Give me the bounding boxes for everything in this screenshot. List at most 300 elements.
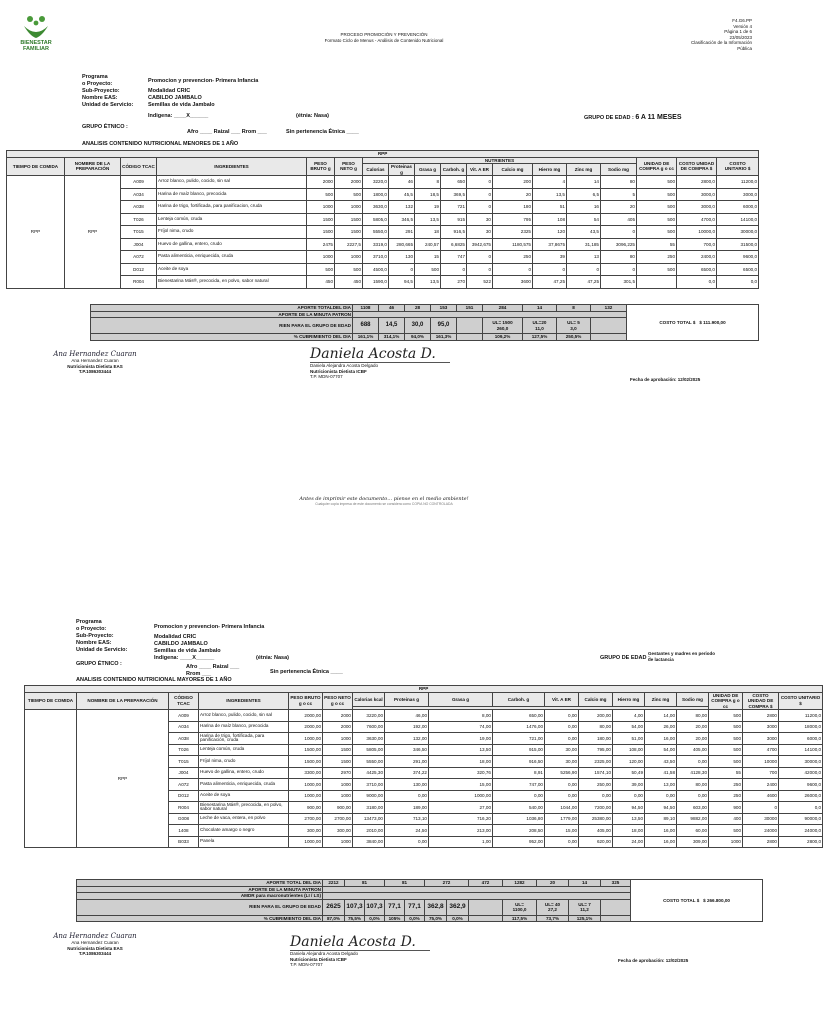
doc-code: F4.G6.PP [732, 18, 752, 23]
table-cell: Huevo de gallina, entero, crudo [157, 238, 307, 251]
ul-zinc: UL= 5 [567, 320, 580, 325]
table-cell: 3600 [493, 276, 533, 289]
table-cell: 0,00 [545, 790, 579, 802]
table-cell: 2000,00 [289, 721, 323, 733]
table-cell: 16,00 [645, 733, 677, 745]
th-grasa-2: Grasa g [429, 692, 493, 707]
cubr-hierro: 127,5% [523, 334, 557, 341]
table-cell: 0,00 [579, 790, 613, 802]
th-codigo: CÓDIGO TCAC [121, 157, 157, 176]
sin-pertenencia: Sin pertenencia Étnica ____ [286, 129, 359, 135]
table-cell: 0,00 [545, 721, 579, 733]
signature-block-eas-2 [40, 932, 150, 957]
table-cell: 4600 [743, 790, 779, 802]
table-cell: 405 [601, 213, 637, 226]
table-cell: 1574,10 [579, 767, 613, 779]
doc-date: 23/05/2023 [729, 34, 752, 40]
table-cell: 500 [415, 263, 441, 276]
label-unidad: Unidad de Servicio: [82, 102, 134, 108]
table-cell: 0 [467, 263, 493, 276]
th-calcio: Calcio mg [493, 164, 533, 176]
signature-block-icbf-1 [310, 346, 450, 380]
table-cell: 1000 [335, 251, 363, 264]
aporte2-calcio: 1282 [503, 880, 537, 887]
table-cell: 0 [441, 263, 467, 276]
table-cell: 0 [467, 176, 493, 189]
table-cell: 200,00 [579, 710, 613, 722]
ul2-hierro-value: 27,2 [548, 907, 557, 912]
cubr-zinc: 250,5% [557, 334, 591, 341]
doc-page: Página 1 de 6 [724, 29, 752, 34]
table-cell: 5805,00 [353, 744, 385, 756]
table-cell: 60,00 [677, 825, 709, 837]
table-cell: 30,00 [545, 756, 579, 768]
table-cell: 3300,00 [289, 767, 323, 779]
table-cell: 4128,30 [677, 767, 709, 779]
table-cell: 500 [709, 756, 743, 768]
table-cell: 2700,00 [289, 813, 323, 825]
table-cell: 900,00 [323, 802, 353, 814]
table-cell: 2010,00 [353, 825, 385, 837]
ul-hierro: UL=20 [532, 320, 547, 325]
table-cell: 1044,00 [545, 802, 579, 814]
table-cell: 39,00 [613, 779, 645, 791]
table-cell: 47,25 [567, 276, 601, 289]
table-cell: 4500,0 [363, 263, 389, 276]
table-cell: 31,185 [567, 238, 601, 251]
table-cell: 369,5 [441, 188, 467, 201]
table-cell: 2227,5 [335, 238, 363, 251]
table-cell: 1779,00 [545, 813, 579, 825]
table-cell: 4700 [743, 744, 779, 756]
table-cell: 24,00 [613, 836, 645, 848]
table-cell: 200 [493, 176, 533, 189]
table-cell: 80,00 [677, 710, 709, 722]
table-cell: 94,5 [389, 276, 415, 289]
th-hierro: Hierro mg [533, 164, 567, 176]
table-cell: Aceite de soya [157, 263, 307, 276]
table-cell: 46 [389, 176, 415, 189]
table-cell: 1000,00 [289, 779, 323, 791]
table-cell: 0,00 [545, 779, 579, 791]
ul2-zinc: 3,0 [570, 325, 577, 331]
table-cell: 952,00 [493, 836, 545, 848]
aporte-sodio: 132 [591, 305, 627, 312]
table-cell: 4700,0 [677, 213, 717, 226]
table-cell: 0,00 [493, 790, 545, 802]
grupo-etnico-label: GRUPO ÉTNICO : [82, 124, 128, 130]
table-row [7, 176, 759, 189]
table-cell: 0,00 [385, 836, 429, 848]
table-cell: 18 [415, 226, 441, 239]
costo-total-value: $ 111.900,00 [699, 319, 726, 325]
aporte-label: APORTE TOTALDEL DIA [91, 305, 353, 312]
doc-classification: Clasificación de la Información [690, 40, 752, 45]
table-cell: 16 [567, 201, 601, 214]
logo-text: BIENESTAR FAMILIAR [20, 40, 52, 52]
table-cell: 130 [389, 251, 415, 264]
table-cell: 2400,0 [677, 251, 717, 264]
subproyecto-value: Modalidad CRIC [148, 88, 191, 94]
table-cell: 180 [493, 201, 533, 214]
table-cell: 0,00 [645, 790, 677, 802]
table-cell: T015 [121, 226, 157, 239]
table-cell: Harina de trigo, fortificada, para panificacion, cruda [157, 201, 307, 214]
table-cell: 80 [601, 176, 637, 189]
table-cell: 130,00 [385, 779, 429, 791]
table-cell: 2000,00 [289, 710, 323, 722]
table-cell: 0 [467, 251, 493, 264]
tp-icbf: T.P. MDN-07707 [310, 374, 343, 379]
table-cell: 620,00 [579, 836, 613, 848]
table-cell: 2800 [743, 710, 779, 722]
table-cell: 37,8675 [533, 238, 567, 251]
table-cell: 18,00 [613, 825, 645, 837]
table-cell: 1000,00 [429, 790, 493, 802]
table-cell: 14 [567, 176, 601, 189]
cubr2-3: 105% [385, 915, 405, 922]
table-cell: 1000 [307, 251, 335, 264]
table-cell: 300,00 [289, 825, 323, 837]
afro-raizal-2: Afro ____ Raizal ___ [186, 664, 240, 670]
table-cell: 25380,00 [579, 813, 613, 825]
table-cell: 94,50 [645, 802, 677, 814]
table-cell: 240,57 [415, 238, 441, 251]
table-cell: 795 [493, 213, 533, 226]
table-cell: 280,665 [389, 238, 415, 251]
table-cell: 450 [335, 276, 363, 289]
table-cell: 108,00 [613, 744, 645, 756]
table-cell: 15,00 [429, 779, 493, 791]
table-cell: 10000 [743, 756, 779, 768]
table-cell: T015 [169, 756, 199, 768]
table-cell: 4,00 [613, 710, 645, 722]
table-cell: 500 [637, 188, 677, 201]
table-cell: 1500 [323, 744, 353, 756]
table-cell: 24000 [743, 825, 779, 837]
table-cell: 3710,0 [363, 251, 389, 264]
table-cell: Fríjol nima, crudo [199, 756, 289, 768]
table-cell: 500 [637, 263, 677, 276]
table-cell: 1500 [307, 226, 335, 239]
table-cell: 747,00 [493, 779, 545, 791]
table-cell: 3096,225 [601, 238, 637, 251]
table-cell: A034 [169, 721, 199, 733]
table-cell: 43,50 [645, 756, 677, 768]
table-cell: 0,0 [779, 802, 823, 814]
table-cell: A009 [121, 176, 157, 189]
table-cell: 45,5 [389, 188, 415, 201]
aporte-grasa: 28 [405, 305, 431, 312]
table-cell: 30,00 [545, 744, 579, 756]
table-cell: 54 [567, 213, 601, 226]
aporte-label-2: APORTE TOTAL DEL DIA [77, 880, 323, 887]
table-cell: 2800 [743, 836, 779, 848]
table-cell: Pasta alimenticia, enriquecida, cruda [157, 251, 307, 264]
aporte2-prot: 81 [345, 880, 385, 887]
table-cell: Pasta alimenticia, enriquecida, cruda [199, 779, 289, 791]
th-tiempo-2: TIEMPO DE COMIDA [25, 692, 77, 710]
indigena-field: Indigena: ____X______ [148, 113, 209, 119]
table-cell: 5550,0 [363, 226, 389, 239]
table-cell: 30000,0 [779, 756, 823, 768]
eas-value-2: CABILDO JAMBALO [154, 641, 208, 647]
table-cell: 0 [467, 188, 493, 201]
th-grasa: Grasa g [415, 164, 441, 176]
table-cell: 500 [709, 733, 743, 745]
th-costo-unitario-2: COSTO UNITARIO $ [779, 692, 823, 710]
th-proteinas-2: Proteinas g [385, 692, 429, 707]
label-proyecto: o Proyecto: [82, 81, 113, 87]
table-cell: 500 [637, 176, 677, 189]
table-cell: 1500 [335, 226, 363, 239]
table-cell: 41,58 [645, 767, 677, 779]
aporte2-zinc: 14 [569, 880, 601, 887]
cubr2-9: 73,7% [537, 915, 569, 922]
cubr-vita [457, 334, 483, 341]
table-cell: 30000,0 [717, 226, 759, 239]
nutrition-table-2 [24, 685, 823, 848]
table-cell: 15 [415, 251, 441, 264]
copy-note: Cualquier copia impresa de este documento se considera como COPIA NO CONTROLADA [315, 502, 453, 506]
table-cell: 346,50 [385, 744, 429, 756]
table-cell: 2475 [307, 238, 335, 251]
minuta-label: APORTE DE LA MINUTA PATRON [91, 311, 353, 318]
table-cell: 450 [307, 276, 335, 289]
table-cell: 9600,0 [779, 779, 823, 791]
label-programa: Programa [82, 74, 108, 80]
summary-table-1 [90, 304, 759, 341]
table-cell: 405,00 [579, 825, 613, 837]
unidad-value: Semillas de vida Jambalo [148, 102, 215, 108]
table-cell: 650,00 [493, 710, 545, 722]
table-cell: 3000 [743, 721, 779, 733]
grupo-etnico-label-2: GRUPO ÉTNICO : [76, 661, 122, 667]
rien-prot: 14,5 [379, 318, 405, 334]
table-cell: 2325,00 [579, 756, 613, 768]
table-cell: 3630,0 [363, 201, 389, 214]
tp-eas: T.P.1086303444 [78, 369, 112, 374]
table-cell: 2000 [307, 176, 335, 189]
table-cell: 42000,0 [779, 767, 823, 779]
label-proyecto-2: o Proyecto: [76, 626, 107, 632]
table-cell: 8,91 [493, 767, 545, 779]
table-cell: 90000,0 [779, 813, 823, 825]
tp-eas-2: T.P.1086303444 [78, 951, 112, 956]
cubr-cal: 161,1% [353, 334, 379, 341]
rien-label-2: RIEN PARA EL GRUPO DE EDAD [77, 899, 323, 915]
table-cell: 3000 [743, 733, 779, 745]
table-cell: 1500,00 [289, 756, 323, 768]
table-cell: J004 [121, 238, 157, 251]
table-cell: 7600,00 [353, 721, 385, 733]
table-cell: 400 [709, 813, 743, 825]
table-cell: 1500,00 [289, 744, 323, 756]
table-cell: 132 [389, 201, 415, 214]
ul2-calcio-label: UL= [515, 901, 524, 907]
table-cell: 47,25 [533, 276, 567, 289]
table-cell: 24000,0 [779, 825, 823, 837]
nutrition-table-1 [6, 150, 759, 289]
table-cell: 19,00 [429, 733, 493, 745]
table-cell: 9000,00 [353, 790, 385, 802]
table-cell: 13,5 [533, 188, 567, 201]
cubr-prot: 314,1% [379, 334, 405, 341]
table-cell: 603,00 [677, 802, 709, 814]
th-carboh: Carboh. g [441, 164, 467, 176]
th-ingredientes: INGREDIENTES [157, 157, 307, 176]
aporte2-hierro: 20 [537, 880, 569, 887]
ul2-hierro-label: UL= 40 [544, 901, 561, 907]
table-cell: 15,00 [545, 825, 579, 837]
table-cell: 6,6825 [441, 238, 467, 251]
rien-carb: 95,0 [431, 318, 457, 334]
table-cell: 50,49 [613, 767, 645, 779]
table-cell: 13473,00 [353, 813, 385, 825]
table-row [25, 710, 823, 722]
table-cell: 3710,00 [353, 779, 385, 791]
table-cell: 250 [493, 251, 533, 264]
rien2-carb-ls: 362,9 [447, 899, 469, 915]
table-cell: 1036,80 [493, 813, 545, 825]
table-cell: 650 [441, 176, 467, 189]
table-cell: Bienestarina Más®, precocida, en polvo, sabor natural [199, 802, 289, 814]
table-cell [637, 276, 677, 289]
table-cell: 250 [709, 779, 743, 791]
table-cell: 13,00 [645, 779, 677, 791]
cubr-calcio: 109,2% [483, 334, 523, 341]
table-cell: D012 [169, 790, 199, 802]
table-cell: 30 [467, 213, 493, 226]
table-cell: R004 [169, 802, 199, 814]
table-cell: 16,00 [645, 825, 677, 837]
cubr2-4: 0,0% [405, 915, 425, 922]
table-cell: 500 [637, 201, 677, 214]
preparacion-cell: RPP [65, 176, 121, 289]
rien-grasa: 30,0 [405, 318, 431, 334]
cubr2-7 [469, 915, 503, 922]
table-cell: 300,00 [323, 825, 353, 837]
label-programa-2: Programa [76, 619, 102, 625]
table-cell: 11200,0 [779, 710, 823, 722]
table-cell: 500 [637, 226, 677, 239]
table-cell: 716,20 [429, 813, 493, 825]
table-cell: 540,00 [493, 802, 545, 814]
table-cell: 30 [467, 226, 493, 239]
table-cell: 1180,575 [493, 238, 533, 251]
table-cell: Lenteja común, cruda [199, 744, 289, 756]
ul2-calcio-value: 1100,0 [512, 907, 527, 912]
table-cell: 1000 [323, 779, 353, 791]
th-sodio-2: Sodio mg [677, 692, 709, 707]
afro-raizal-rrom: Afro ____ Raizal ___ Rrom ___ [187, 129, 267, 135]
table-cell: 54,00 [613, 721, 645, 733]
table-cell: 26,00 [645, 721, 677, 733]
table-cell: 1000 [709, 836, 743, 848]
table-cell: 189,00 [385, 802, 429, 814]
name-eas-2: Ana Hernandez Cuaran [71, 940, 119, 945]
table-cell: 5550,00 [353, 756, 385, 768]
rien2-carb-li: 362,8 [425, 899, 447, 915]
table-cell: Harina de maíz blanco, precocida [157, 188, 307, 201]
th-costo-unidad: COSTO UNIDAD DE COMPRA $ [677, 157, 717, 176]
signature-block-icbf-2 [290, 934, 430, 968]
table-cell: 346,5 [389, 213, 415, 226]
label-subproyecto-2: Sub-Proyecto: [76, 633, 114, 639]
table-cell: 18000,0 [779, 721, 823, 733]
table-cell: 1000,00 [289, 836, 323, 848]
table-cell: 301,5 [601, 276, 637, 289]
rien2-prot-li: 107,3 [345, 899, 365, 915]
label-unidad-2: Unidad de Servicio: [76, 647, 128, 653]
th-zinc: Zinc mg [567, 164, 601, 176]
table-cell: 0,00 [545, 733, 579, 745]
table-cell: 0,00 [545, 710, 579, 722]
table-cell: 291,00 [385, 756, 429, 768]
etnia-field: (étnia: Nasa) [296, 113, 330, 119]
table-cell: 20,00 [677, 733, 709, 745]
rrom-2: Rrom ___ [186, 671, 212, 677]
table-cell: 500 [307, 263, 335, 276]
table-cell: 1000 [307, 201, 335, 214]
role-icbf-2: Nutricionista Dietista ICBF [290, 956, 347, 962]
table-cell: 3840,00 [353, 836, 385, 848]
cubr2-5: 75,0% [425, 915, 447, 922]
table-cell: 18,00 [429, 756, 493, 768]
table-cell: 500 [709, 710, 743, 722]
table-cell: 0 [389, 263, 415, 276]
table-cell: 0,0 [717, 276, 759, 289]
table-cell: 30000 [743, 813, 779, 825]
table-cell: 405,00 [677, 744, 709, 756]
table-cell: 14,00 [645, 710, 677, 722]
table-cell: 8 [415, 176, 441, 189]
table-cell: 26000,0 [779, 790, 823, 802]
aporte-vita: 151 [457, 305, 483, 312]
costo-total-value-2: $ 266.800,00 [703, 897, 730, 903]
aporte-cal: 1108 [353, 305, 379, 312]
table-cell: A072 [121, 251, 157, 264]
table-cell: 24,50 [385, 825, 429, 837]
table-cell: J004 [169, 767, 199, 779]
table-cell: 3000,0 [677, 201, 717, 214]
grupo-edad-label: GRUPO DE EDAD : [584, 115, 634, 121]
th-calcio-2: Calcio mg [579, 692, 613, 707]
table-cell: 500 [709, 744, 743, 756]
label-eas: Nombre EAS: [82, 95, 118, 101]
table-cell: 700,0 [677, 238, 717, 251]
table-cell: 2000 [323, 710, 353, 722]
table-cell: 6500,0 [677, 263, 717, 276]
table-cell: 1500 [335, 213, 363, 226]
th-vita-2: Vit. A ER [545, 692, 579, 707]
table-cell: 250 [709, 790, 743, 802]
fecha-aprobacion-2: Fecha de aprobación: 12/02/2025 [618, 958, 689, 963]
rien2-prot-ls: 107,3 [365, 899, 385, 915]
ul2-zinc-value: 11,2 [580, 907, 589, 912]
cubr2-10: 125,1% [569, 915, 601, 922]
cubr2-2: 0,0% [365, 915, 385, 922]
role-eas: Nutricionista Dietista EAS [67, 363, 123, 369]
table-cell: 9882,00 [677, 813, 709, 825]
table-cell: 120 [533, 226, 567, 239]
table-cell: 208,50 [493, 825, 545, 837]
table-cell: 0 [567, 263, 601, 276]
th-calorias: Calorias [363, 164, 389, 176]
preparacion-cell: RPP [77, 710, 169, 848]
label-eas-2: Nombre EAS: [76, 640, 112, 646]
aporte-hierro: 14 [523, 305, 557, 312]
